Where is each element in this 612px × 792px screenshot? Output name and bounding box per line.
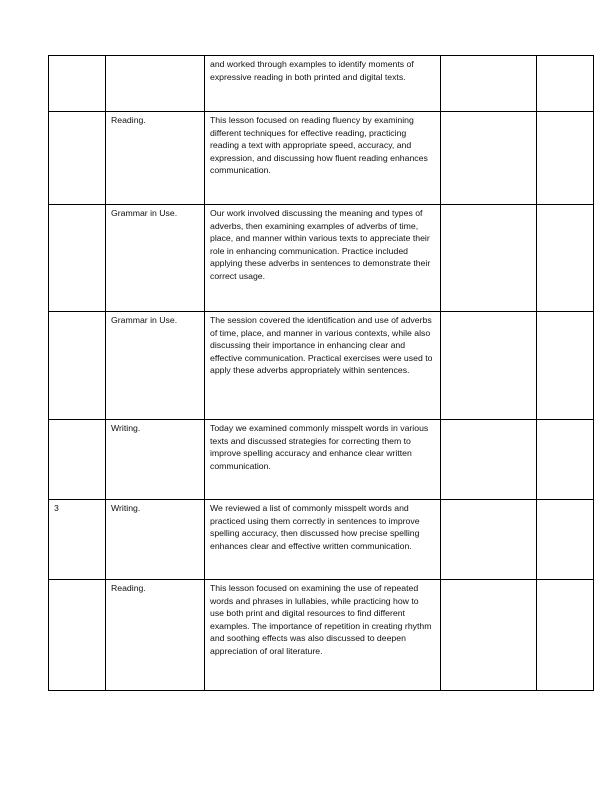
blank-cell	[441, 205, 537, 312]
week-cell	[49, 56, 106, 112]
description-cell: This lesson focused on reading fluency by examining different techniques for effective reading, practicing reading a text with appropriate speed, accuracy, and expression, and discussing how fluent reading enhances communication.	[205, 112, 441, 205]
blank-cell	[441, 500, 537, 580]
strand-cell: Grammar in Use.	[106, 205, 205, 312]
description-cell: We reviewed a list of commonly misspelt words and practiced using them correctly in sentences to improve spelling accuracy, then discussed how precise spelling enhances clear and effective written communication.	[205, 500, 441, 580]
table-row	[49, 500, 594, 580]
strand-cell: Writing.	[106, 500, 205, 580]
table-row	[49, 205, 594, 312]
blank-cell	[537, 580, 594, 691]
description-cell: This lesson focused on examining the use of repeated words and phrases in lullabies, while practicing how to use both print and digital resources to find different examples. The importance of repetition in creating rhythm and soothing effects was also discussed to deepen appreciation of oral literature.	[205, 580, 441, 691]
week-cell: 3	[49, 500, 106, 580]
week-cell	[49, 420, 106, 500]
strand-cell: Writing.	[106, 420, 205, 500]
blank-cell	[441, 420, 537, 500]
blank-cell	[537, 312, 594, 420]
table-row	[49, 580, 594, 691]
description-cell: The session covered the identification and use of adverbs of time, place, and manner in various contexts, while also discussing their importance in enhancing clear and effective communication. Practical exercises were used to apply these adverbs appropriately within sentences.	[205, 312, 441, 420]
blank-cell	[441, 580, 537, 691]
strand-cell: Grammar in Use.	[106, 312, 205, 420]
lesson-log-table	[48, 55, 594, 691]
table-row	[49, 312, 594, 420]
description-cell: and worked through examples to identify moments of expressive reading in both printed and digital texts.	[205, 56, 441, 112]
week-cell	[49, 580, 106, 691]
strand-cell: Reading.	[106, 112, 205, 205]
table-row	[49, 56, 594, 112]
strand-cell	[106, 56, 205, 112]
description-cell: Today we examined commonly misspelt words in various texts and discussed strategies for correcting them to improve spelling accuracy and enhance clear written communication.	[205, 420, 441, 500]
week-cell	[49, 205, 106, 312]
blank-cell	[537, 420, 594, 500]
blank-cell	[537, 56, 594, 112]
week-cell	[49, 312, 106, 420]
strand-cell: Reading.	[106, 580, 205, 691]
blank-cell	[441, 56, 537, 112]
blank-cell	[441, 312, 537, 420]
blank-cell	[441, 112, 537, 205]
blank-cell	[537, 500, 594, 580]
description-cell: Our work involved discussing the meaning and types of adverbs, then examining examples of adverbs of time, place, and manner within various texts to appreciate their role in enhancing communication. Practice included applying these adverbs in sentences to demonstrate their correct usage.	[205, 205, 441, 312]
blank-cell	[537, 205, 594, 312]
table-row	[49, 420, 594, 500]
table-row	[49, 112, 594, 205]
week-cell	[49, 112, 106, 205]
blank-cell	[537, 112, 594, 205]
